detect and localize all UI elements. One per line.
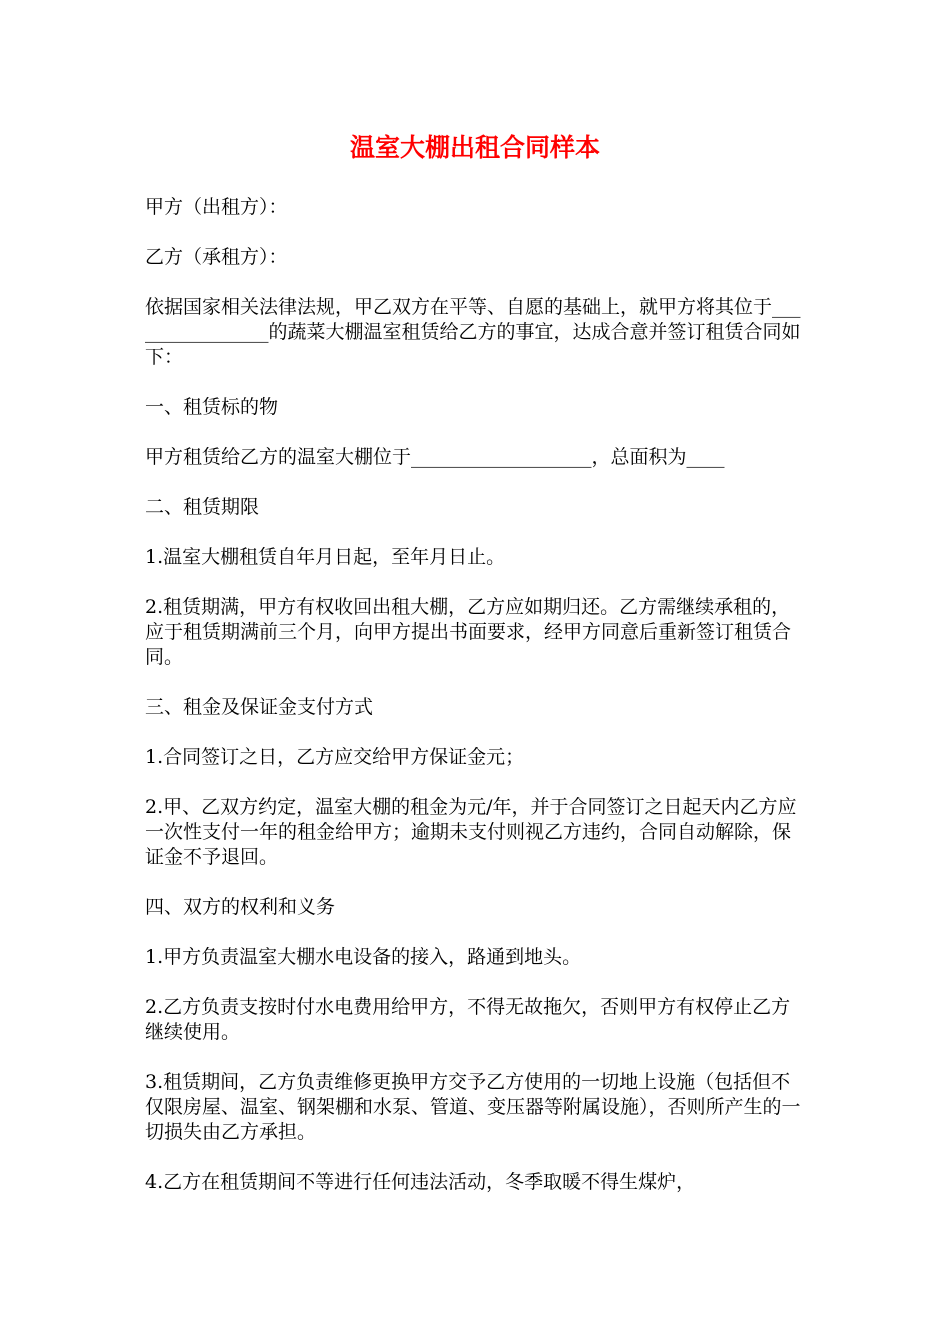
paragraph-term-1: 1.温室大棚租赁自年月日起，至年月日止。 [145,546,506,568]
paragraph-preamble: 依据国家相关法律法规，甲乙双方在平等、自愿的基础上，就甲方将其位于________________的蔬菜大棚温室租赁给乙方的事宜，达成合意并签订租赁合同如下： [145,296,801,368]
paragraph-subject: 甲方租赁给乙方的温室大棚位于___________________，总面积为____ [145,446,725,468]
paragraph-party-b: 乙方（承租方）： [145,246,288,268]
section-heading-4: 四、双方的权利和义务 [145,896,336,918]
section-heading-3: 三、租金及保证金支付方式 [145,696,374,718]
document-title: 温室大棚出租合同样本 [349,133,600,162]
paragraph-party-a: 甲方（出租方）： [145,196,288,218]
paragraph-rights-3: 3.租赁期间，乙方负责维修更换甲方交予乙方使用的一切地上设施（包括但不仅限房屋、温室、钢架棚和水泵、管道、变压器等附属设施），否则所产生的一切损失由乙方承担。 [145,1071,801,1143]
paragraph-rights-1: 1.甲方负责温室大棚水电设备的接入，路通到地头。 [145,946,582,968]
paragraph-rights-4: 4.乙方在租赁期间不等进行任何违法活动，冬季取暖不得生煤炉， [145,1171,696,1193]
document-body [145,195,805,1195]
section-heading-2: 二、租赁期限 [145,496,260,518]
paragraph-rights-2: 2.乙方负责支按时付水电费用给甲方，不得无故拖欠，否则甲方有权停止乙方继续使用。 [145,996,791,1043]
paragraph-payment-1: 1.合同签订之日，乙方应交给甲方保证金元； [145,746,525,768]
section-heading-1: 一、租赁标的物 [145,396,279,418]
document-page [145,128,805,1220]
paragraph-payment-2: 2.甲、乙双方约定，温室大棚的租金为元/年，并于合同签订之日起天内乙方应一次性支付一年的租金给甲方；逾期未支付则视乙方违约，合同自动解除，保证金不予退回。 [145,796,797,868]
paragraph-term-2: 2.租赁期满，甲方有权收回出租大棚，乙方应如期归还。乙方需继续承租的，应于租赁期满前三个月，向甲方提出书面要求，经甲方同意后重新签订租赁合同。 [145,596,792,668]
